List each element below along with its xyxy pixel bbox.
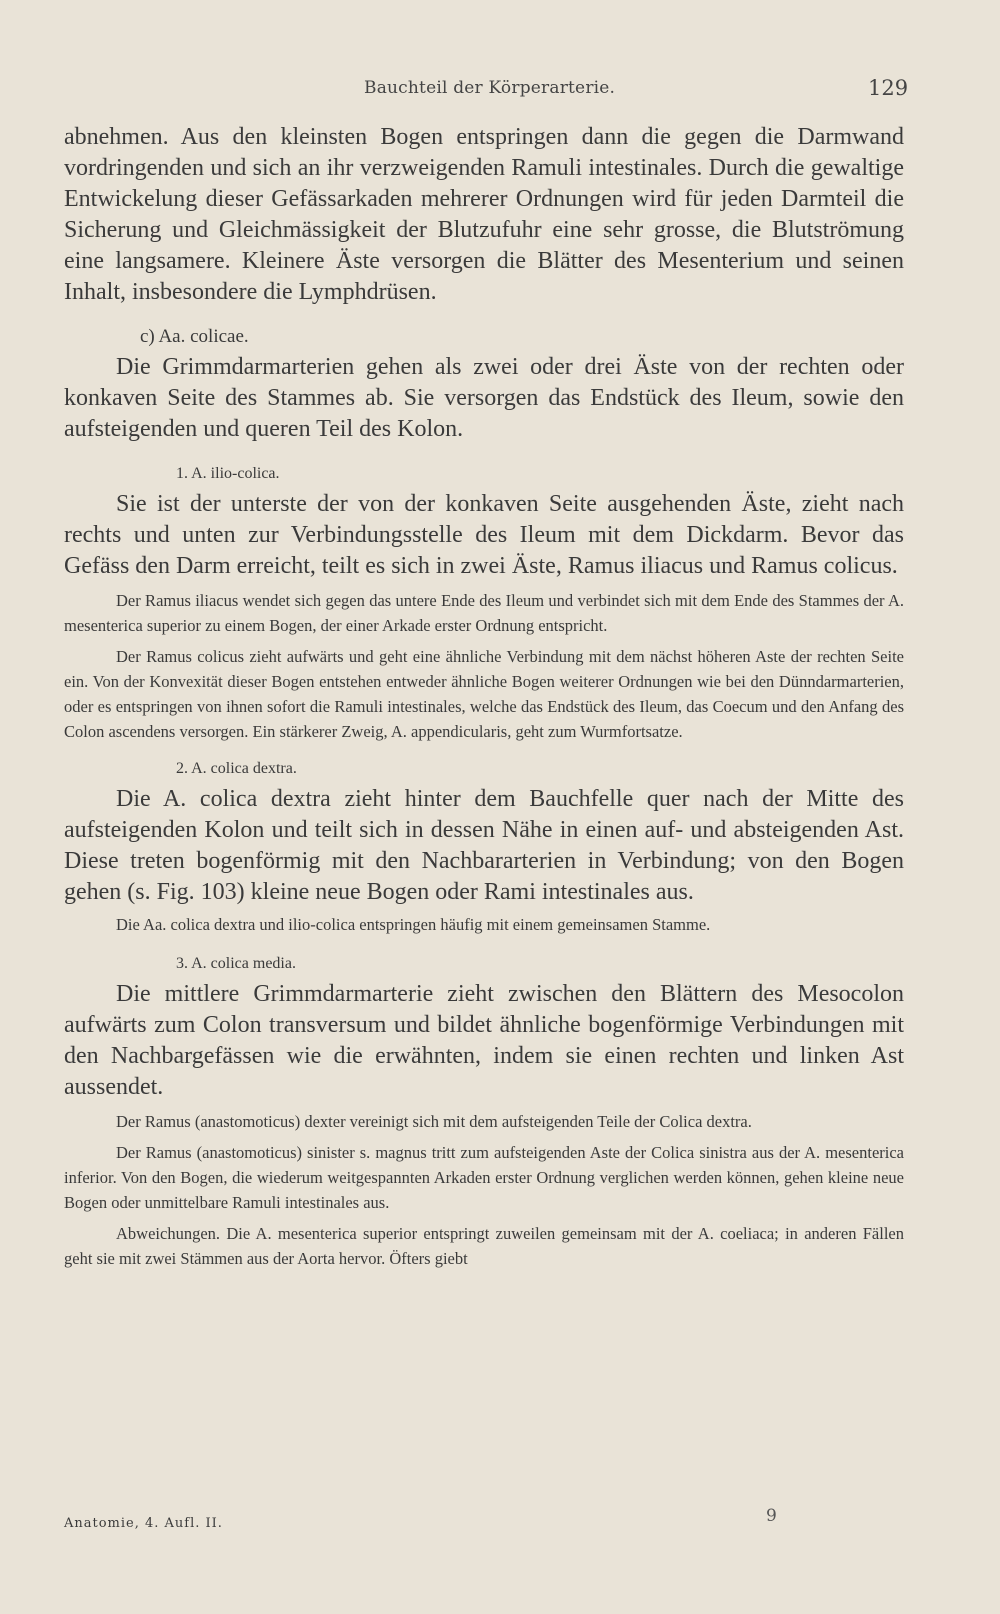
small-paragraph: Der Ramus (anastomoticus) sinister s. magnus tritt zum aufsteigenden Aste der Colica sinistra aus der A. mesenterica inferior. Von den Bogen, die wiederum weitgespannten Arkaden erster Ordnung verglichen werden können, gehen kleine neue Bogen oder unmittelbare Ramuli intestinales aus. [64, 1143, 904, 1212]
running-title: Bauchteil der Körperarterie. [364, 78, 616, 98]
paragraph: abnehmen. Aus den kleinsten Bogen entspringen dann die gegen die Darmwand vordringenden und sich an ihr verzweigenden Ramuli intestinales. Durch die gewaltige Entwickelung dieser Gefässarkaden mehrerer Ordnungen wird für jeden Darmteil die Sicherung und Gleichmässigkeit der Blutzufuhr eine sehr grosse, die Blutströmung eine langsamere. Kleinere Äste versorgen die Blätter des Mesenterium und seinen Inhalt, insbesondere die Lymphdrüsen. [64, 124, 904, 305]
small-paragraph: Der Ramus iliacus wendet sich gegen das untere Ende des Ileum und verbindet sich mit dem Ende des Stammes der A. mesenterica superior zu einem Bogen, der einer Arkade erster Ordnung entspricht. [64, 591, 904, 635]
small-paragraph: Abweichungen. Die A. mesenterica superior entspringt zuweilen gemeinsam mit der A. coeliaca; in anderen Fällen geht sie mit zwei Stämmen aus der Aorta hervor. Öfters giebt [64, 1224, 904, 1268]
paragraph: Die Grimmdarmarterien gehen als zwei oder drei Äste von der rechten oder konkaven Seite des Stammes ab. Sie versorgen das Endstück des Ileum, sowie den aufsteigenden und queren Teil des Kolon. [64, 354, 904, 442]
small-paragraph: Die Aa. colica dextra und ilio-colica entspringen häufig mit einem gemeinsamen Stamme. [116, 915, 711, 934]
paragraph: Die mittlere Grimmdarmarterie zieht zwischen den Blättern des Mesocolon aufwärts zum Colon transversum und bildet ähnliche bogenförmige Verbindungen mit den Nachbargefässen wie die erwähnten, indem sie einen rechten und linken Ast aussendet. [64, 981, 904, 1100]
small-paragraph: Der Ramus (anastomoticus) dexter vereinigt sich mit dem aufsteigenden Teile der Colica dextra. [116, 1112, 752, 1131]
section-heading: 2. A. colica dextra. [176, 760, 297, 777]
section-heading: 3. A. colica media. [176, 955, 296, 972]
small-paragraph: Der Ramus colicus zieht aufwärts und geht eine ähnliche Verbindung mit dem nächst höheren Aste der rechten Seite ein. Von der Konvexität dieser Bogen entstehen entweder ähnliche Bogen weiterer Ordnungen wie bei den Dünndarmarterien, oder es entspringen von ihnen sofort die Ramuli intestinales, welche das Endstück des Ileum, das Coecum und den Anfang des Colon ascendens versorgen. Ein stärkerer Zweig, A. appendicularis, geht zum Wurmfortsatze. [64, 647, 904, 741]
page-body [64, 122, 904, 1271]
book-footer: Anatomie, 4. Aufl. II. [64, 1516, 223, 1531]
paragraph: Sie ist der unterste der von der konkaven Seite ausgehenden Äste, zieht nach rechts und unten zur Verbindungsstelle des Ileum mit dem Dickdarm. Bevor das Gefäss den Darm erreicht, teilt es sich in zwei Äste, Ramus iliacus und Ramus colicus. [64, 491, 904, 579]
paragraph: Die A. colica dextra zieht hinter dem Bauchfelle quer nach der Mitte des aufsteigenden Kolon und teilt sich in dessen Nähe in einen auf- und absteigenden Ast. Diese treten bogenförmig mit den Nachbararterien in Verbindung; von den Bogen gehen (s. Fig. 103) kleine neue Bogen oder Rami intestinales aus. [64, 786, 904, 905]
signature-mark: 9 [766, 1506, 777, 1526]
page-number: 129 [868, 76, 909, 100]
section-heading: c) Aa. colicae. [140, 326, 249, 347]
section-heading: 1. A. ilio-colica. [176, 465, 280, 482]
